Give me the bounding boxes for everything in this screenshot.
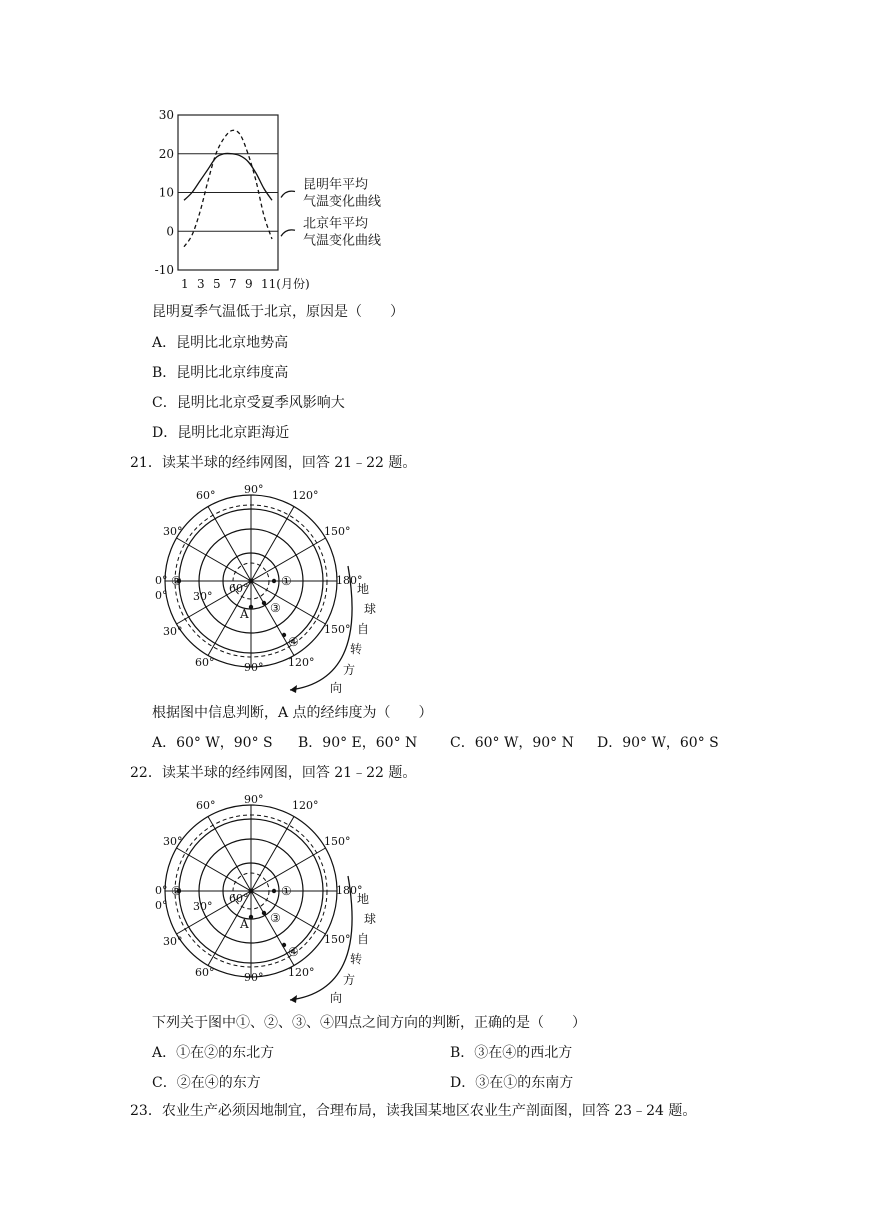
rotation-label-char: 球 [364, 602, 377, 616]
map-point [282, 633, 286, 637]
x-tick-label: 11(月份) [261, 277, 310, 291]
meridian-label: 30° [163, 835, 183, 848]
map-point [272, 889, 276, 893]
meridian-label: 30° [163, 935, 183, 948]
legend-label: 气温变化曲线 [303, 233, 382, 249]
rotation-label-char: 自 [357, 932, 370, 946]
x-tick-label: 9 [245, 277, 253, 291]
beijing-temperature-line [184, 130, 272, 246]
q22-option-b[interactable]: B．③在④的西北方 [450, 1045, 573, 1061]
rotation-label-char: 向 [330, 681, 343, 695]
q20-stem: 昆明夏季气温低于北京，原因是（ ） [152, 304, 404, 320]
q20-option-d[interactable]: D．昆明比北京距海近 [152, 425, 290, 441]
polar-graticule-map-21 [0, 470, 869, 700]
meridian-label: 150° [324, 933, 351, 946]
meridian-label: 120° [288, 656, 315, 669]
point-label: A [240, 917, 249, 931]
rotation-label-char: 方 [343, 973, 356, 987]
map-point [282, 943, 286, 947]
meridian-label: 30° [163, 625, 183, 638]
point-label: ④ [288, 945, 299, 959]
arrowhead-icon [290, 685, 297, 693]
point-label: ① [281, 574, 292, 588]
point-label: A [240, 607, 249, 621]
meridian-label: 180° [336, 884, 363, 897]
meridian-label: 60° [195, 656, 215, 669]
rotation-label-char: 转 [350, 642, 363, 656]
legend-connector [281, 230, 295, 236]
meridian-label: 30° [163, 525, 183, 538]
temperature-line-chart [0, 0, 869, 300]
point-label: ② [171, 884, 182, 898]
latitude-label: 60° [229, 892, 249, 905]
meridian-label: 120° [288, 966, 315, 979]
rotation-label-char: 球 [364, 912, 377, 926]
q21-option-d[interactable]: D．90° W，60° S [597, 735, 719, 751]
latitude-label: 60° [229, 582, 249, 595]
meridian-label: 90° [244, 483, 264, 496]
meridian-label: 0° [155, 899, 168, 912]
x-tick-label: 1 [181, 277, 189, 291]
q20-option-c[interactable]: C．昆明比北京受夏季风影响大 [152, 395, 345, 411]
meridian-label: 120° [292, 489, 319, 502]
arrowhead-icon [290, 995, 297, 1003]
point-label: ③ [270, 601, 281, 615]
map-point [249, 915, 253, 919]
meridian-label: 90° [244, 661, 264, 674]
q21-stem: 根据图中信息判断，A 点的经纬度为（ ） [152, 705, 433, 721]
legend-label: 昆明年平均 [303, 177, 369, 193]
q23-heading: 23．农业生产必须因地制宜，合理布局，读我国某地区农业生产剖面图，回答 23﹣24 题。 [130, 1103, 697, 1119]
point-label: ① [281, 884, 292, 898]
pole-dot [249, 889, 254, 894]
meridian-label: 0° [155, 589, 168, 602]
map-point [262, 911, 266, 915]
legend-label: 北京年平均 [303, 216, 369, 232]
pole-dot [249, 579, 254, 584]
q22-option-c[interactable]: C．②在④的东方 [152, 1075, 261, 1091]
y-tick-label: -10 [154, 263, 174, 277]
rotation-label-char: 地 [357, 892, 370, 906]
q21-heading: 21．读某半球的经纬网图，回答 21﹣22 题。 [130, 455, 417, 471]
x-tick-label: 5 [213, 277, 221, 291]
y-tick-label: 10 [158, 185, 174, 200]
polar-graticule-map-22 [0, 780, 869, 1010]
q21-option-b[interactable]: B．90° E，60° N [298, 735, 418, 751]
meridian-label: 150° [324, 835, 351, 848]
meridian-label: 120° [292, 799, 319, 812]
meridian-label: 180° [336, 574, 363, 587]
q21-option-a[interactable]: A．60° W，90° S [152, 735, 273, 751]
point-label: ③ [270, 911, 281, 925]
y-tick-label: 0 [166, 224, 174, 239]
x-tick-label: 7 [229, 277, 237, 291]
q20-option-a[interactable]: A．昆明比北京地势高 [152, 335, 289, 351]
x-tick-label: 3 [197, 277, 205, 291]
q22-option-a[interactable]: A．①在②的东北方 [152, 1045, 275, 1061]
meridian-label: 0° [155, 574, 168, 587]
meridian-label: 150° [324, 525, 351, 538]
legend-label: 气温变化曲线 [303, 194, 382, 210]
meridian-label: 150° [324, 623, 351, 636]
map-point [272, 579, 276, 583]
meridian-label: 0° [155, 884, 168, 897]
rotation-label-char: 方 [343, 663, 356, 677]
q20-option-b[interactable]: B．昆明比北京纬度高 [152, 365, 289, 381]
rotation-label-char: 向 [330, 991, 343, 1005]
q22-option-d[interactable]: D．③在①的东南方 [450, 1075, 574, 1091]
q21-option-c[interactable]: C．60° W，90° N [450, 735, 574, 751]
legend-connector [281, 191, 295, 197]
q22-heading: 22．读某半球的经纬网图，回答 21﹣22 题。 [130, 765, 417, 781]
y-tick-label: 20 [158, 146, 174, 161]
meridian-label: 60° [196, 799, 216, 812]
point-label: ② [171, 574, 182, 588]
latitude-label: 30° [193, 900, 213, 913]
q22-stem: 下列关于图中①、②、③、④四点之间方向的判断，正确的是（ ） [152, 1015, 586, 1031]
meridian-label: 60° [195, 966, 215, 979]
latitude-label: 30° [193, 590, 213, 603]
y-tick-label: 30 [158, 108, 174, 122]
map-point [262, 601, 266, 605]
rotation-label-char: 转 [350, 952, 363, 966]
rotation-label-char: 地 [357, 582, 370, 596]
map-point [249, 605, 253, 609]
meridian-label: 90° [244, 971, 264, 984]
rotation-label-char: 自 [357, 622, 370, 636]
point-label: ④ [288, 635, 299, 649]
meridian-label: 60° [196, 489, 216, 502]
meridian-label: 90° [244, 793, 264, 806]
